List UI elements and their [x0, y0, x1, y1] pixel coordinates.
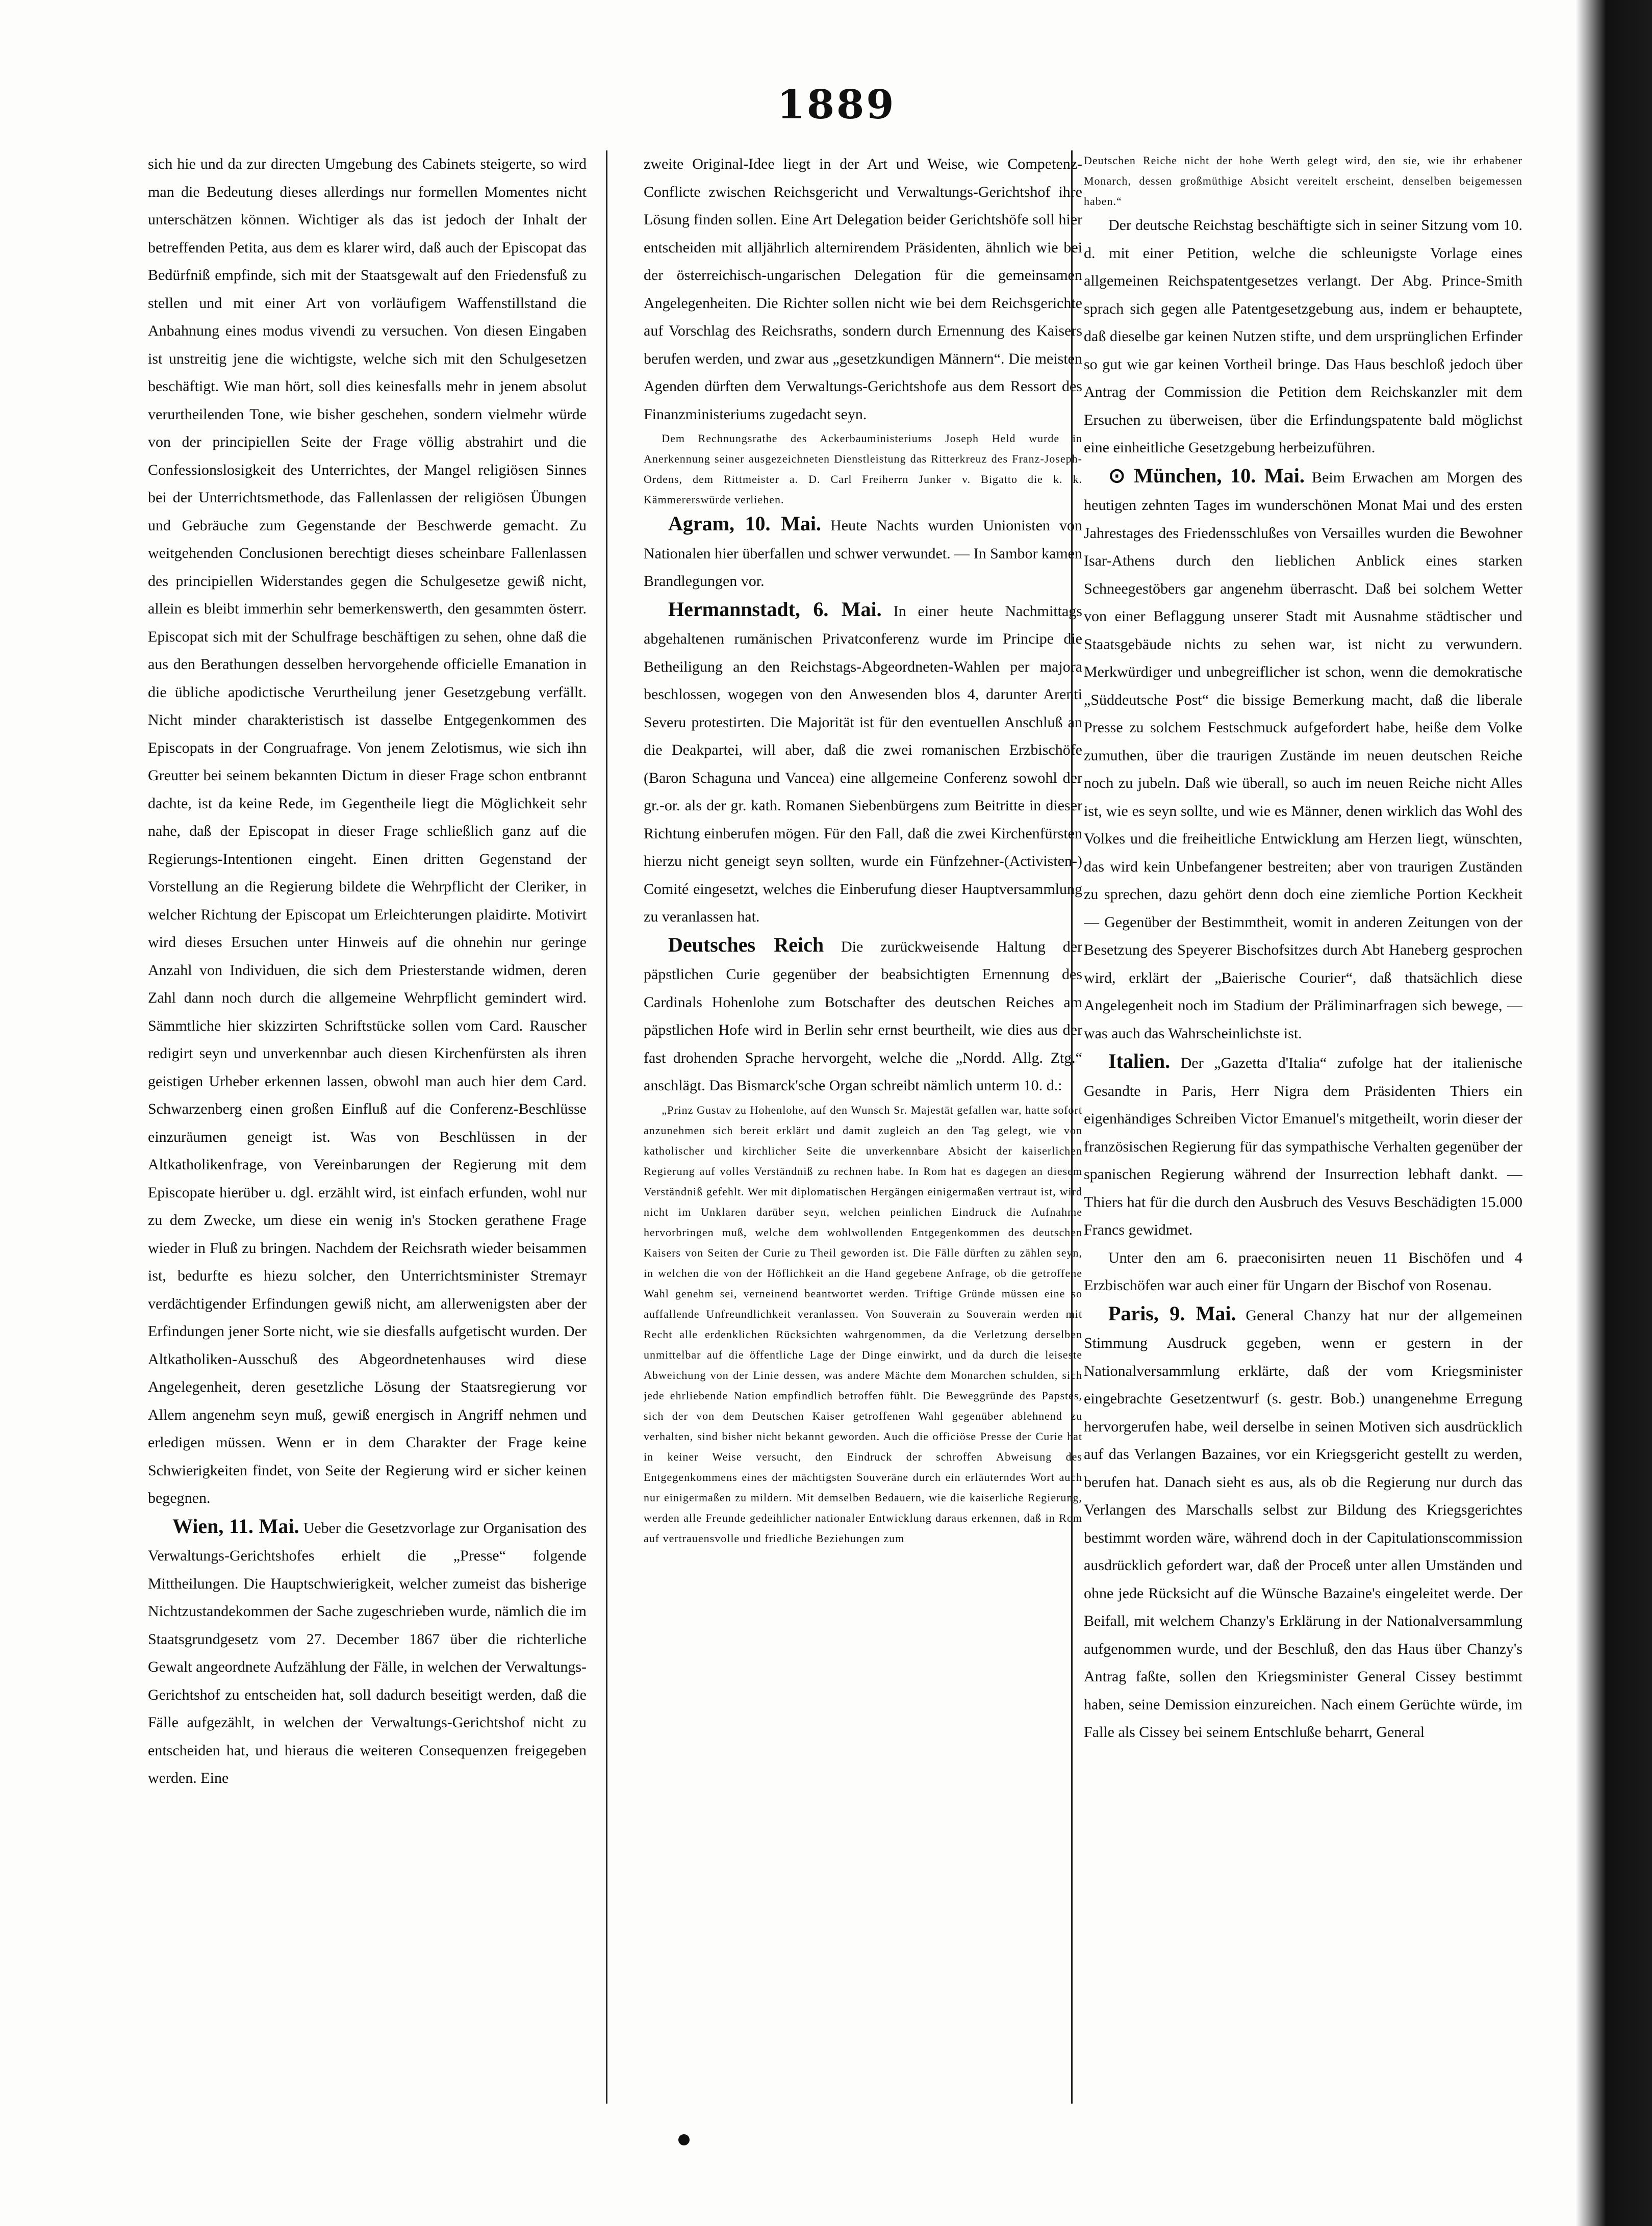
article-wien-text: Ueber die Gesetzvorlage zur Organisation des Verwaltungs-Gerichtshofes erhielt die „Presse“ folgende Mittheilungen. Die Hauptschwierigkeit, welcher zumeist das bisherige Nichtzustandekommen der Sache zugeschrieben wurde, nämlich die im Staatsgrundgesetz vom 27. December 1867 über die richterliche Gewalt angeordnete Aufzählung der Fälle, in welchen der Verwaltungs-Gerichtshof zu entscheiden hat, soll dadurch beseitigt werden, daß die Fälle aufgezählt, in welchen der Verwaltungs-Gerichtshof nicht zu entscheiden hat, und hieraus die weiteren Consequenzen freigegeben werden. Eine [148, 1519, 587, 1786]
dateline-hermannstadt: Hermannstadt, 6. Mai. [668, 597, 882, 621]
article-delegation: zweite Original-Idee liegt in der Art und Weise, wie Competenz-Conflicte zwischen Reichsgericht und Verwaltungs-Gerichtshof ihre Lösung finden sollen. Eine Art Delegation beider Gerichtshöfe soll hier entscheiden mit alljährlich alternirendem Präsidenten, ähnlich wie bei der österreichisch-ungarischen Delegation für die gemeinsamen Angelegenheiten. Die Richter sollen nicht wie bei dem Reichsgerichte auf Vorschlag des Reichsraths, sondern durch Ernennung des Kaisers berufen werden, und zwar aus „gesetzkundigen Männern“. Die meisten Agenden dürften dem Verwaltungs-Gerichtshofe aus dem Ressort des Finanzministeriums zugedacht seyn. [644, 156, 1082, 423]
scan-edge-shadow [1575, 0, 1652, 2226]
article-bishops: Unter den am 6. praeconisirten neuen 11 Bischöfen und 4 Erzbischöfen war auch einer für Ungarn der Bischof von Rosenau. [1084, 1249, 1522, 1294]
article-cabinet-episcopate: sich hie und da zur directen Umgebung des Cabinets steigerte, so wird man die Bedeutung dieses allerdings nur formellen Momentes nicht unterschätzen können. Wichtiger als das ist jedoch der Inhalt der betreffenden Petita, aus dem es klarer wird, daß auch der Episcopat das Bedürfniß empfinde, sich mit der Staatsgewalt auf den Friedensfuß zu stellen und mit einer Art von vorläufigem Waffenstillstand die Anbahnung eines modus vivendi zu versuchen. Von diesen Eingaben ist unstreitig jene die wichtigste, welche sich mit den Schulgesetzen beschäftigt. Wie man hört, soll dies keinesfalls mehr in jenem absolut verurtheilenden Tone, wie bisher geschehen, sondern vielmehr würde von der principiellen Seite der Frage völlig abstrahirt und die Confessionslosigkeit des Unterrichtes, der Mangel religiösen Sinnes bei der Unterrichtsmethode, das Fallenlassen der religiösen Übungen und Gebräuche zum Gegenstande der Beschwerde gemacht. Zu weitgehenden Conclusionen berechtigt dieses scheinbare Fallenlassen des principiellen Widerstandes gegen die Schulgesetze gewiß nicht, allein es bleibt immerhin sehr bemerkenswerth, den gesammten österr. Episcopat sich mit der Schulfrage beschäftigen zu sehen, ohne daß die aus den Berathungen desselben hervorgehende officielle Emanation in die übliche apodictische Verurtheilung jener Gesetzgebung verfällt. Nicht minder charakteristisch ist dasselbe Entgegenkommen des Episcopats in der Congruafrage. Von jenem Zelotismus, wie sich ihn Greutter bei seinem bekannten Dictum in dieser Frage schon entbrannt dachte, ist da keine Rede, im Gegentheile liegt die Möglichkeit sehr nahe, daß der Episcopat in dieser Frage schließlich ganz auf die Regierungs-Intentionen eingeht. Einen dritten Gegenstand der Vorstellung an die Regierung bildete die Wehrpflicht der Cleriker, in welcher Richtung der Episcopat um Erleichterungen plaidirte. Motivirt wird dieses Ersuchen unter Hinweis auf die ohnehin nur geringe Anzahl von Individuen, die sich dem Priesterstande widmen, deren Zahl dann noch durch die allgemeine Wehrpflicht gemindert wird. Sämmtliche hier skizzirten Schriftstücke sollen vom Card. Rauscher redigirt seyn und unverkennbar auch diesen Kirchenfürsten als ihren geistigen Urheber erkennen lassen, obwohl man auch hier dem Card. Schwarzenberg einen großen Einfluß auf die Conferenz-Beschlüsse einzuräumen geneigt ist. Was von Beschlüssen in der Altkatholikenfrage, von Vereinbarungen der Regierung mit dem Episcopate hierüber u. dgl. erzählt wird, ist einfach erfunden, wohl nur zu dem Zwecke, um diese ein wenig in's Stocken gerathene Frage wieder in Fluß zu bringen. Nachdem der Reichsrath wieder beisammen ist, bedurfte es hiezu solcher, den Unterrichtsminister Stremayr verdächtigender Erfindungen gewiß nicht, am allerwenigsten aber der Erfindungen jener Sorte nicht, wie sie diesfalls aufgetischt wurden. Der Altkatholiken-Ausschuß des Abgeordnetenhauses wird diese Angelegenheit, deren gesetzliche Lösung der Staatsregierung vor Allem angenehm seyn muß, gewiß energisch in Angriff nehmen und erledigen müssen. Wenn er in dem Charakter der Frage keine Schwierigkeiten findet, von Seite der Regierung wird er sicher keinen begegnen. [148, 156, 587, 1506]
quote-norddeutsche-cont: Deutschen Reiche nicht der hohe Werth gelegt wird, den sie, wie ihr erhabener Monarch, dessen großmüthige Absicht vereitelt erscheint, denselben beigemessen haben.“ [1084, 154, 1522, 208]
article-agram [644, 510, 1082, 596]
article-muenchen-text: Beim Erwachen am Morgen des heutigen zehnten Tages im wunderschönen Monat Mai und des ersten Jahrestages des Friedensschlußes von Versailles wurden die Bewohner Isar-Athens durch den lieblichen Anblick eines starken Schneegestöbers gar angenehm überrascht. Daß bei solchem Wetter von einer Beflaggung unserer Stadt mit Ausnahme städtischer und Staatsgebäude nichts zu sehen war, ist nicht zu verwundern. Merkwürdiger und unbegreiflicher ist schon, wenn die demokratische „Süddeutsche Post“ die bissige Bemerkung macht, daß die liberale Presse zu solchem Festschmuck aufgefordert habe, heiße dem Volke zumuthen, über die traurigen Zustände im neuen deutschen Reiche noch zu jubeln. Daß wie überall, so auch im neuen Reiche nicht Alles ist, wie es seyn sollte, und wie es Männer, denen wirklich das Wohl des Volkes und die freiheitliche Entwicklung am Herzen liegt, wünschten, das wird kein Unbefangener bestreiten; aber von traurigen Zuständen zu sprechen, dazu gehört denn doch eine ziemliche Portion Keckheit — Gegenüber der Bestimmtheit, womit in anderen Zeitungen von der Besetzung des Speyerer Bischofsitzes durch Abt Haneberg gesprochen wird, erklärt der „Baierische Courier“, daß thatsächlich diese Angelegenheit noch im Stadium der Präliminarfragen sich bewege, — was auch das Wahrscheinlichste ist. [1084, 469, 1522, 1042]
article-deutsches-reich-text: Die zurückweisende Haltung der päpstlichen Curie gegenüber der beabsichtigten Ernennung des Cardinals Hohenlohe zum Botschafter des deutschen Reiches am päpstlichen Hofe wird in Berlin sehr ernst beurtheilt, wie dies aus der fast drohenden Sprache hervorgeht, welche die „Nordd. Allg. Ztg.“ anschlägt. Das Bismarck'sche Organ schreibt nämlich unterm 10. d.: [644, 938, 1082, 1094]
footer-dot [678, 2134, 690, 2145]
notice-awards: Dem Rechnungsrathe des Ackerbauministeriums Joseph Held wurde in Anerkennung seiner ausgezeichneten Dienstleistung das Ritterkreuz des Franz-Joseph-Ordens, dem Rittmeister a. D. Carl Freiherrn Junker v. Bigatto die k. k. Kämmererswürde verliehen. [644, 432, 1082, 506]
page-number: 1889 [777, 82, 896, 128]
article-italien [1084, 1047, 1522, 1244]
article-paris [1084, 1300, 1522, 1747]
dateline-muenchen: ⊙ München, 10. Mai. [1108, 464, 1305, 487]
article-italien-text: Der „Gazetta d'Italia“ zufolge hat der italienische Gesandte in Paris, Herr Nigra dem Präsidenten Thiers ein eigenhändiges Schreiben Victor Emanuel's mitgetheilt, worin dieser der französischen Regierung für das sympathische Verhalten gegenüber der spanischen Regierung während der Insurrection lebhaft dankt. — Thiers hat für die durch den Ausbruch des Vesuvs Beschädigten 15.000 Francs gewidmet. [1084, 1055, 1522, 1238]
article-wien [148, 1513, 587, 1793]
article-reichstag: Der deutsche Reichstag beschäftigte sich in seiner Sitzung vom 10. d. mit einer Petition, welche die schleunigste Vorlage eines allgemeinen Reichspatentgesetzes verlangt. Der Abg. Prince-Smith sprach sich gegen alle Patentgesetzgebung aus, indem er behauptete, daß dieselbe gar keinen Nutzen stifte, und dem ursprünglichen Erfinder so gut wie gar keinen Vortheil bringe. Das Haus beschloß jedoch über Antrag der Commission die Petition dem Reichskanzler mit dem Ersuchen zu überweisen, über die Erfindungspatente bald möglichst eine einheitliche Gesetzgebung herbeizuführen. [1084, 217, 1522, 456]
article-hermannstadt-text: In einer heute Nachmittags abgehaltenen rumänischen Privatconferenz wurde im Principe die Betheiligung an den Reichstags-Abgeordneten-Wahlen per majora beschlossen, wogegen von den Anwesenden blos 4, darunter Arenti Severu protestirten. Die Majorität ist für den eventuellen Anschluß an die Deakpartei, will aber, daß die zwei romanischen Erzbischöfe (Baron Schaguna und Vancea) eine allgemeine Conferenz sowohl der gr.-or. als der gr. kath. Romanen Siebenbürgens zum Beitritte in dieser Richtung einberufen mögen. Für den Fall, daß die zwei Kirchenfürsten hierzu nicht geneigt seyn sollten, wurde ein Fünfzehner-(Activisten-) Comité eingesetzt, welches die Einberufung dieser Hauptversammlung zu veranlassen hat. [644, 602, 1082, 925]
article-muenchen [1084, 462, 1522, 1048]
article-deutsches-reich [644, 931, 1082, 1100]
dateline-agram: Agram, 10. Mai. [668, 512, 821, 535]
article-agram-text: Heute Nachts wurden Unionisten von Nationalen hier überfallen und schwer verwundet. — In Sambor kamen Brandlegungen vor. [644, 517, 1082, 590]
column-rule-left [606, 150, 607, 2104]
dateline-paris: Paris, 9. Mai. [1108, 1301, 1236, 1325]
column-middle [644, 150, 1082, 2104]
quote-norddeutsche: „Prinz Gustav zu Hohenlohe, auf den Wunsch Sr. Majestät gefallen war, hatte sofort anzunehmen sich bereit erklärt und damit zugleich an den Tag gelegt, wie von katholischer und kirchlicher Seite die unverkennbare Absicht der kaiserlichen Regierung auf volles Verständniß zu rechnen habe. In Rom hat es dagegen an diesem Verständniß gefehlt. Wer mit diplomatischen Hergängen einigermaßen vertraut ist, wird nicht im Unklaren darüber seyn, welchen peinlichen Eindruck die Aufnahme hervorbringen muß, welche dem wohlwollenden Entgegenkommen des deutschen Kaisers von Seiten der Curie zu Theil geworden ist. Die Fälle dürften zu zählen seyn, in welchen die von der Höflichkeit an die Hand gegebene Anfrage, ob die getroffene Wahl genehm sei, verneinend beantwortet werden. Triftige Gründe müssen eine so auffallende Unfreundlichkeit veranlassen. Von Souverain zu Souverain werden mit Recht alle erdenklichen Rücksichten wahrgenommen, da die Verletzung derselben unmittelbar auf die öffentliche Lage der Dinge einwirkt, und da durch die leiseste Abweichung von der Linie dessen, was andere Mächte dem Monarchen schulden, sich jede ehrliebende Nation empfindlich betroffen fühlt. Die Beweggründe des Papstes, sich der von dem Deutschen Kaiser getroffenen Wahl gegenüber ablehnend zu verhalten, sind bisher nicht bekannt geworden. Auch die officiöse Presse der Curie hat in keiner Weise versucht, den Eindruck der schroffen Abweisung des Entgegenkommens eines der mächtigsten Souveräne durch ein erläuterndes Wort auch nur einigermaßen zu mildern. Mit demselben Bedauern, wie die kaiserliche Regierung, werden alle Freunde gedeihlicher nationaler Entwicklung daraus erkennen, daß in Rom auf vertrauensvolle und friedliche Beziehungen zum [644, 1103, 1082, 1545]
column-right [1084, 150, 1522, 2104]
dateline-wien: Wien, 11. Mai. [172, 1514, 299, 1538]
dateline-deutsches-reich: Deutsches Reich [668, 933, 824, 956]
column-left [148, 150, 587, 2104]
article-hermannstadt [644, 596, 1082, 931]
dateline-italien: Italien. [1108, 1050, 1171, 1072]
article-paris-text: General Chanzy hat nur der allgemeinen Stimmung Ausdruck gegeben, wenn er gestern in der Nationalversammlung erklärte, daß der vom Kriegsminister eingebrachte Gesetzentwurf (s. gestr. Bob.) unangenehme Erregung hervorgerufen habe, weil derselbe in seinen Motiven sich ausdrücklich auf das Verlangen Bazaines, vor ein Kriegsgericht gestellt zu werden, berufen hat. Danach sieht es aus, als ob die Regierung nur durch das Verlangen des Marschalls selbst zur Bildung des Kriegsgerichtes bestimmt worden wäre, während doch in der Capitulationscommission ausdrücklich gefordert war, daß der Proceß unter allen Umständen und ohne jede Rücksicht auf die Wünsche Bazaine's eingeleitet werde. Der Beifall, mit welchem Chanzy's Erklärung in der Nationalversammlung aufgenommen wurde, und der Beschluß, den das Haus über Chanzy's Antrag faßte, sollen den Kriegsminister General Cissey bestimmt haben, seine Demission einzureichen. Nach einem Gerüchte würde, im Falle als Cissey bei seinem Entschluße beharrt, General [1084, 1307, 1522, 1741]
